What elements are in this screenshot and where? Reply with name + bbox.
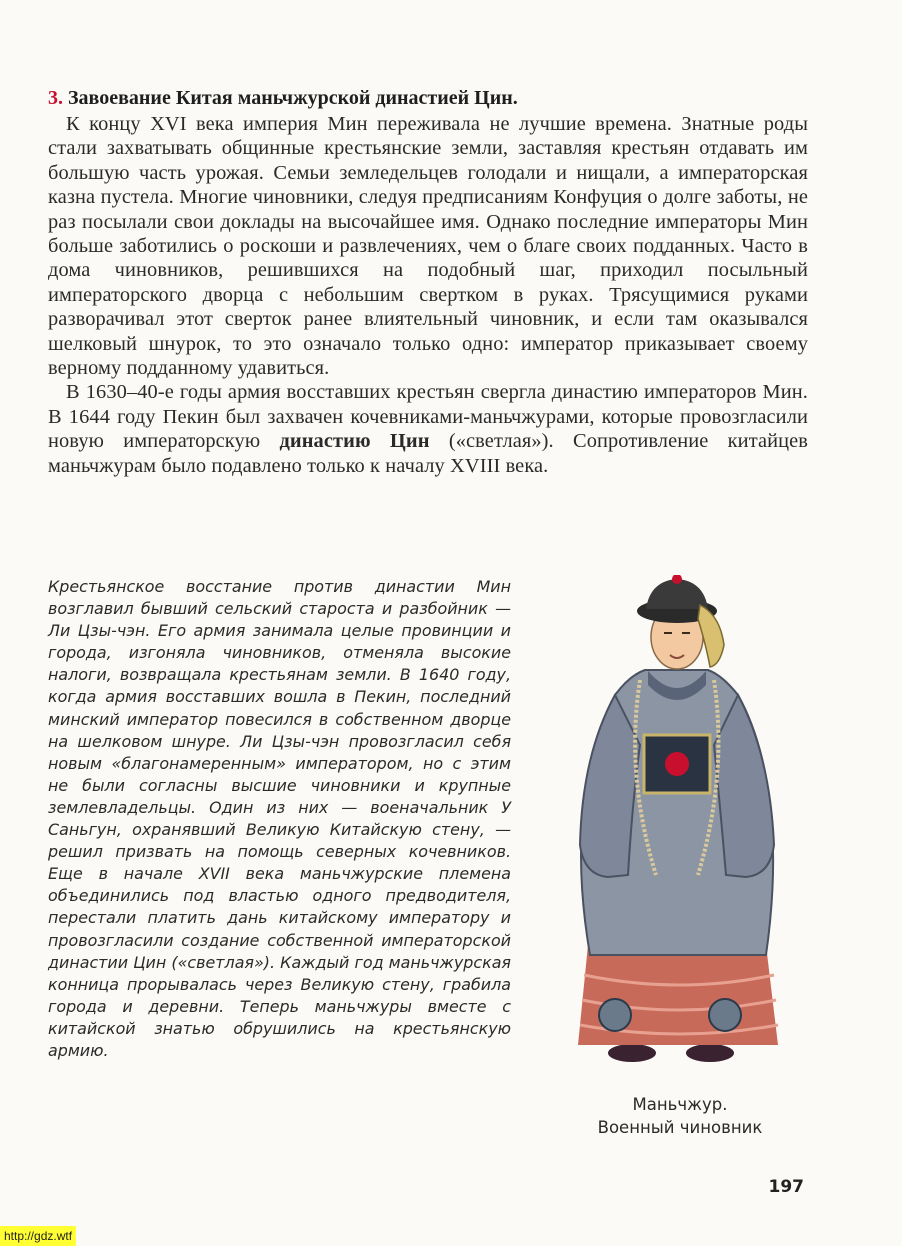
section-title: Завоевание Китая маньчжурской династией Цин. bbox=[68, 87, 518, 109]
watermark-link[interactable]: http://gdz.wtf bbox=[0, 1226, 76, 1246]
paragraph-2-part-1: В 1630–40-е годы армия восставших крестьян свергла династию императоров Мин. В 1644 году Пекин был захвачен кочевниками-маньчжурами, которые провозгласили новую императорскую bbox=[48, 381, 808, 453]
page-number: 197 bbox=[768, 1177, 804, 1197]
section-heading bbox=[48, 84, 808, 112]
left-boot bbox=[608, 1044, 656, 1062]
paragraph-2 bbox=[48, 380, 808, 478]
caption-line-1: Маньчжур. bbox=[632, 1095, 728, 1114]
sidebar-note: Крестьянское восстание против династии Мин возглавил бывший сельский староста и разбойник — Ли Цзы-чэн. Его армия занимала целые провинции и города, изгоняла чиновников, отменяла высокие налоги, возвращала крестьянам земли. В 1640 году, когда армия восставших вошла в Пекин, последний минский император повесился в собственном дворце на шелковом шнуре. Ли Цзы-чэн провозгласил себя новым «благонамеренным» императором, но с этим не были согласны высшие чиновники и крупные землевладельцы. Один из них — военачальник У Саньгун, охранявший Великую Китайскую стену, — решил призвать на помощь северных кочевников. Еще в начале XVII века маньчжурские племена объединились под властью одного предводителя, перестали платить дань китайскому императору и провозгласили создание собственной императорской династии Цин («светлая»). Каждый год маньчжурская конница прорывалась через Великую стену, грабила города и деревни. Теперь маньчжуры вместе с китайской знатью обрушились на крестьянскую армию. bbox=[48, 577, 511, 1060]
figure-caption bbox=[560, 1093, 800, 1139]
section-number: 3. bbox=[48, 87, 63, 109]
paragraph-2-part-2: («светлая»). Сопротивление китайцев маньчжурам было подавлено только к началу XVIII века. bbox=[48, 430, 809, 477]
caption-line-2: Военный чиновник bbox=[597, 1118, 763, 1137]
paragraph-2-bold-term: династию Цин bbox=[279, 430, 430, 453]
paragraph-1: К концу XVI века империя Мин переживала не лучшие времена. Знатные роды стали захватывать общинные крестьянские земли, заставляя крестьян отдавать им большую часть урожая. Семьи земледельцев голодали и нищали, а императорская казна пустела. Многие чиновники, следуя предписаниям Конфуция о долге заботы, не раз посылали свои доклады на высочайшее имя. Однако последние императоры Мин больше заботились о роскоши и развлечениях, чем о благе своих подданных. Часто в дома чиновников, решившихся на подобный шаг, приходил посыльный императорского дворца с небольшим свертком в руках. Трясущимися руками разворачивал этот сверток ранее влиятельный чиновник, и если там оказывался шелковый шнурок, то это означало только одно: император приказывает своему верному подданному удавиться. bbox=[48, 113, 808, 380]
manchu-official-illustration bbox=[570, 575, 784, 1075]
section-3 bbox=[48, 84, 808, 478]
right-boot bbox=[686, 1044, 734, 1062]
